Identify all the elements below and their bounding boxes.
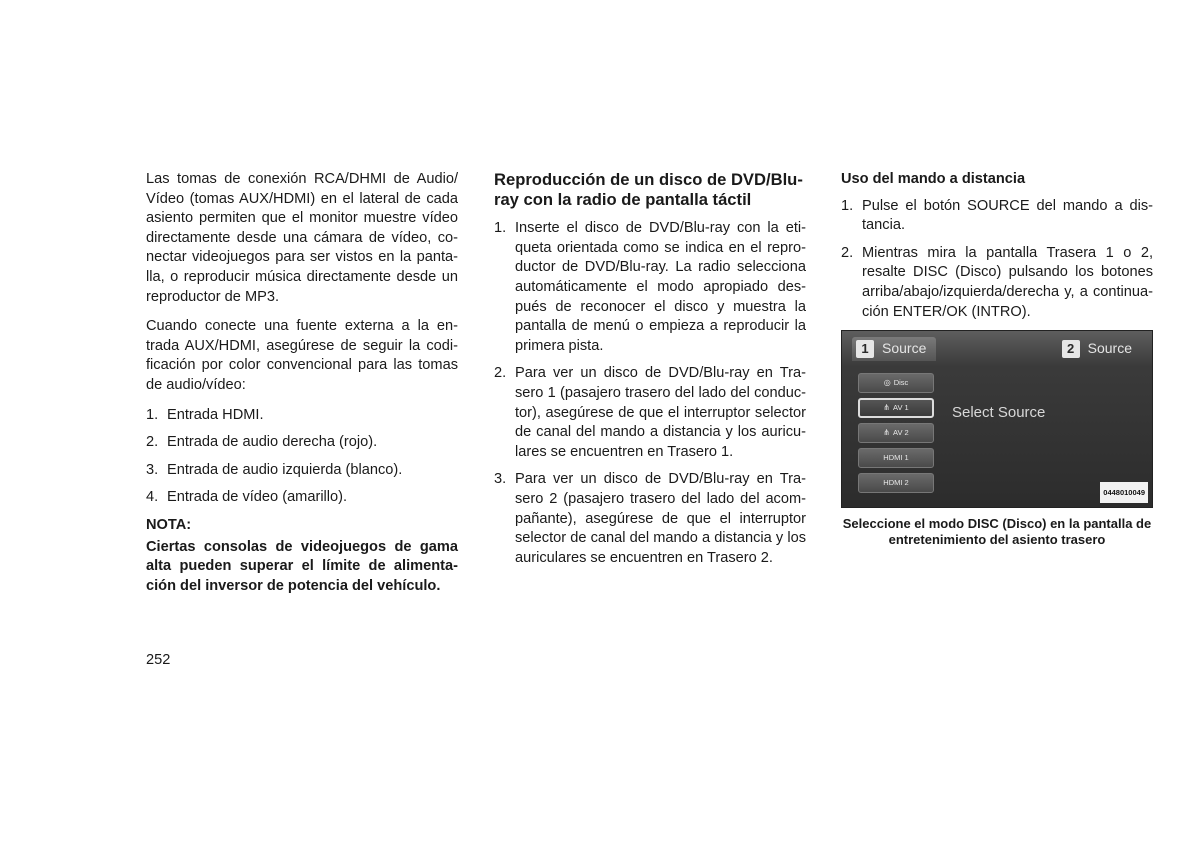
section-heading: Reproducción de un disco de DVD/Blu-ray con la radio de pantalla táctil xyxy=(494,170,803,209)
list-item: 2. Entrada de audio derecha (rojo). xyxy=(146,434,378,451)
list-item: 3. Para ver un disco de DVD/Blu-ray en Tra- sero 2 (pasajero trasero del lado del acom- pañante), asegúrese de que el interruptor selector de canal del mando a distancia y los auriculares se encuentren en Trasero 2. xyxy=(494,471,806,566)
note-body: Ciertas consolas de videojuegos de gama alta pueden superar el límite de alimenta- ción del inversor de potencia del vehículo. xyxy=(146,538,458,594)
source-tab-1 xyxy=(852,337,936,361)
tab-number-badge: 2 xyxy=(1062,340,1080,358)
intro-paragraph: Las tomas de conexión RCA/DHMI de Audio/ Vídeo (tomas AUX/HDMI) en el lateral de cada asiento permiten que el monitor muestre vídeo directamente desde una cámara de vídeo, co- nectar videojuegos para ser vistos en la panta- lla, o reproducir música directamente desde un reproductor de MP3. xyxy=(146,171,458,305)
list-item: 1. Entrada HDMI. xyxy=(146,406,264,423)
column-right xyxy=(841,170,1153,548)
list-item: 1. Inserte el disco de DVD/Blu-ray con la eti- queta orientada como se indica en el repro- ductor de DVD/Blu-ray. La radio selecciona automáticamente el modo apropiado des- pués de reconocer el disco y muestra la pantalla de menú o empieza a reproducir la primera pista. xyxy=(494,220,806,354)
av-plug-icon: ⋔ xyxy=(883,428,890,438)
tab-number-badge: 1 xyxy=(856,340,874,358)
select-source-text: Select Source xyxy=(952,404,1046,422)
connection-paragraph: Cuando conecte una fuente externa a la en- trada AUX/HDMI, asegúrese de seguir la codi- ficación por color convencional para las tomas de audio/vídeo: xyxy=(146,318,458,393)
list-item: 3. Entrada de audio izquierda (blanco). xyxy=(146,461,403,478)
hdmi1-button: HDMI 1 xyxy=(858,448,934,468)
disc-button: ◎ Disc xyxy=(858,373,934,393)
av2-button: ⋔ AV 2 xyxy=(858,423,934,443)
input-list xyxy=(146,406,458,508)
av-plug-icon: ⋔ xyxy=(883,403,890,413)
tab-label: Source xyxy=(1087,340,1132,357)
source-tab-2 xyxy=(1062,339,1132,359)
hdmi2-button: HDMI 2 xyxy=(858,473,934,493)
tab-label: Source xyxy=(882,340,927,357)
list-item: 4. Entrada de vídeo (amarillo). xyxy=(146,489,348,506)
source-screen-figure xyxy=(841,330,1153,508)
page-number: 252 xyxy=(146,652,171,668)
source-button-list xyxy=(858,373,934,498)
list-item: 2. Mientras mira la pantalla Trasera 1 o 2, resalte DISC (Disco) pulsando los botones arriba/abajo/izquierda/derecha y, a continua- ción ENTER/OK (INTRO). xyxy=(841,244,1153,320)
list-item: 2. Para ver un disco de DVD/Blu-ray en Tra- sero 1 (pasajero trasero del lado del conduc- tor), asegúrese de que el interruptor selector de canal del mando a distancia y los auricu- lares se encuentren en Trasero 1. xyxy=(494,365,806,460)
figure-caption: Seleccione el modo DISC (Disco) en la pantalla de entretenimiento del asiento trasero xyxy=(842,516,1152,548)
image-id-label: 0448010049 xyxy=(1100,482,1148,504)
section-subheading: Uso del mando a distancia xyxy=(841,171,1026,187)
column-middle xyxy=(494,170,806,576)
av1-button: ⋔ AV 1 xyxy=(858,398,934,418)
list-item: 1. Pulse el botón SOURCE del mando a dis- tancia. xyxy=(841,197,1153,234)
dvd-steps-list xyxy=(494,219,806,568)
remote-steps-list xyxy=(841,197,1153,323)
note-title: NOTA: xyxy=(146,516,192,533)
column-left xyxy=(146,170,458,596)
disc-icon: ◎ xyxy=(883,378,891,388)
